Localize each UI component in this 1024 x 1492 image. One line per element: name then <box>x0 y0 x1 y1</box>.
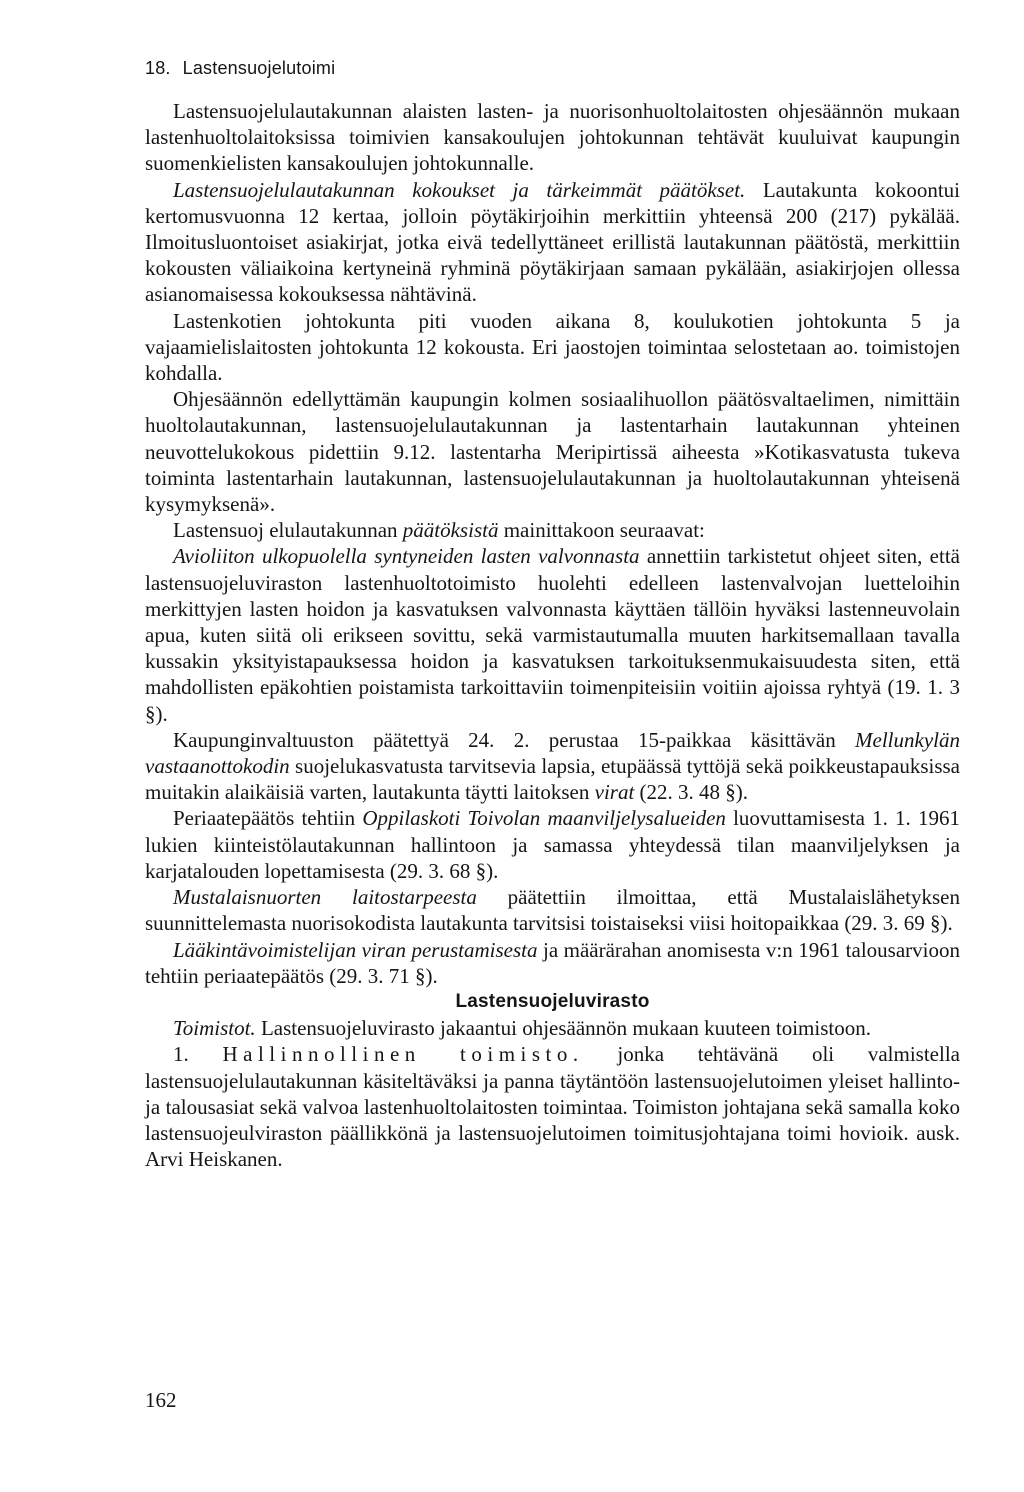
italic-term: virat <box>594 780 635 805</box>
italic-term: Oppilaskoti Toivolan maanviljelysalueiden <box>362 806 726 831</box>
italic-heading: Toimistot. <box>173 1016 256 1041</box>
running-head <box>145 58 335 79</box>
paragraph <box>145 98 960 177</box>
spaced-heading: Hallinnollinen toimisto. <box>222 1042 584 1067</box>
body-text <box>145 98 960 1172</box>
paragraph <box>145 727 960 806</box>
paragraph-text: Lautakunta kokoontui kertomusvuonna 12 kertaa, jolloin pöytäkirjoihin merkittiin yhteensä 200 (217) pykälää. Ilmoitusluontoiset asiakirjat, jotka eivä tedellyttäneet erillistä lautakunnan päätöstä, merkittiin kokousten väliaikoina kertyneinä ryhminä pöytäkirjaan samaan pykälään, asiakirjojen ollessa asianomaisessa kokouksessa nähtävinä. <box>145 177 960 307</box>
paragraph-text: Periaatepäätös tehtiin <box>173 806 363 831</box>
italic-term: Avioliiton ulkopuolella syntyneiden lasten valvonnasta <box>173 544 640 569</box>
paragraph-text: Lastensuoj elulautakunnan <box>173 518 403 543</box>
paragraph <box>145 884 960 936</box>
paragraph <box>145 805 960 884</box>
italic-term: Mellunkylän vastaanottokodin <box>145 727 960 779</box>
paragraph-text: jonka tehtävänä oli valmistella lastensuojelulautakunnan käsiteltäväksi ja panna täytäntöön lastensuojelutoimen yleiset hallinto- ja talousasiat sekä valvoa lastenhuoltolaitosten toimintaa. Toimiston johtajana sekä samalla koko lastensuojeulviraston päällikkönä ja lastensuojelutoimen toimitusjohtajana toimi hovioik. ausk. Arvi Heiskanen. <box>145 1042 960 1172</box>
paragraph-text: annettiin tarkistetut ohjeet siten, että lastensuojeluviraston lastenhuoltotoimisto huolehti edelleen lastenvalvojan luetteloihin merkittyjen lasten hoidon ja kasvatuksen valvonnasta käyttäen tällöin hyväksi lastenneuvolain apua, kuten siitä oli erikseen sovittu, sekä varmistautumalla muuten harkitsemallaan tavalla kussakin yksityistapauksessa hoidon ja kasvatuksen tarkoituksenmukaisuudesta siten, että mahdollisten epäkohtien poistamista tarkoittaviin toimenpiteisiin voitiin ajoissa ryhtyä (19. 1. 3 §). <box>145 544 960 726</box>
paragraph <box>145 1041 960 1172</box>
italic-heading: Lastensuojelulautakunnan kokoukset ja tärkeimmät päätökset. <box>173 177 746 202</box>
page-number: 162 <box>145 1388 177 1412</box>
italic-term: Mustalaisnuorten laitostarpeesta <box>173 885 477 910</box>
paragraph <box>145 386 960 517</box>
paragraph <box>145 937 960 989</box>
paragraph-text: (22. 3. 48 §). <box>634 780 749 805</box>
section-heading: Lastensuojeluvirasto <box>455 990 650 1012</box>
paragraph-text: ja määrärahan anomisesta v:n 1961 talousarvioon tehtiin periaatepäätös (29. 3. 71 §). <box>145 937 960 988</box>
paragraph-text: Lastensuojelulautakunnan alaisten lasten- ja nuorisonhuoltolaitosten ohjesäännön mukaan lastenhuoltolaitoksissa toimivien kansakoulujen johtokunnan tehtävät kuuluivat kaupungin suomenkielisten kansakoulujen johtokunnalle. <box>145 99 960 176</box>
paragraph-text: Lastensuojeluvirasto jakaantui ohjesäännön mukaan kuuteen toimistoon. <box>255 1016 871 1041</box>
paragraph <box>145 543 960 726</box>
paragraph-text: suojelukasvatusta tarvitsevia lapsia, etupäässä tyttöjä sekä poikkeustapauksissa muitakin alaikäisiä varten, lautakunta täytti laitoksen <box>145 754 960 805</box>
list-number: 1. <box>173 1042 223 1067</box>
paragraph <box>145 1015 960 1041</box>
paragraph-text: päätettiin ilmoittaa, että Mustalaislähetyksen suunnittelemasta nuorisokodista lautakunta tarvitsisi toistaiseksi viisi hoitopaikkaa (29. 3. 69 §). <box>145 885 961 936</box>
paragraph-text: Ohjesäännön edellyttämän kaupungin kolmen sosiaalihuollon päätösvaltaelimen, nimittäin huoltolautakunnan, lastensuojelulautakunnan ja lastentarhain lautakunnan yhteinen neuvottelukokous pidettiin 9.12. lastentarha Meripirtissä aiheesta »Kotikasvatusta tukeva toiminta lastentarhain lautakunnan, lastensuojelulautakunnan ja huoltolautakunnan yhteisenä kysymyksenä». <box>145 387 960 517</box>
paragraph <box>145 308 960 387</box>
chapter-title: Lastensuojelutoimi <box>182 58 336 78</box>
paragraph-text: luovuttamisesta 1. 1. 1961 lukien kiinteistölautakunnan hallintoon ja samassa yhteydessä tilan maanviljelyksen ja karjatalouden lopettamisesta (29. 3. 68 §). <box>145 806 960 883</box>
paragraph <box>145 177 960 308</box>
paragraph-text: Kaupunginvaltuuston päätettyä 24. 2. perustaa 15-paikkaa käsittävän <box>173 727 856 752</box>
paragraph-text: mainittakoon seuraavat: <box>498 518 705 543</box>
paragraph <box>145 517 960 543</box>
paragraph-text: Lastenkotien johtokunta piti vuoden aikana 8, koulukotien johtokunta 5 ja vajaamielislaitosten johtokunta 12 kokousta. Eri jaostojen toimintaa selostetaan ao. toimistojen kohdalla. <box>145 308 960 386</box>
chapter-number: 18. <box>145 58 171 78</box>
italic-term: päätöksistä <box>402 518 499 543</box>
italic-term: Lääkintävoimistelijan viran perustamisesta <box>173 937 538 962</box>
